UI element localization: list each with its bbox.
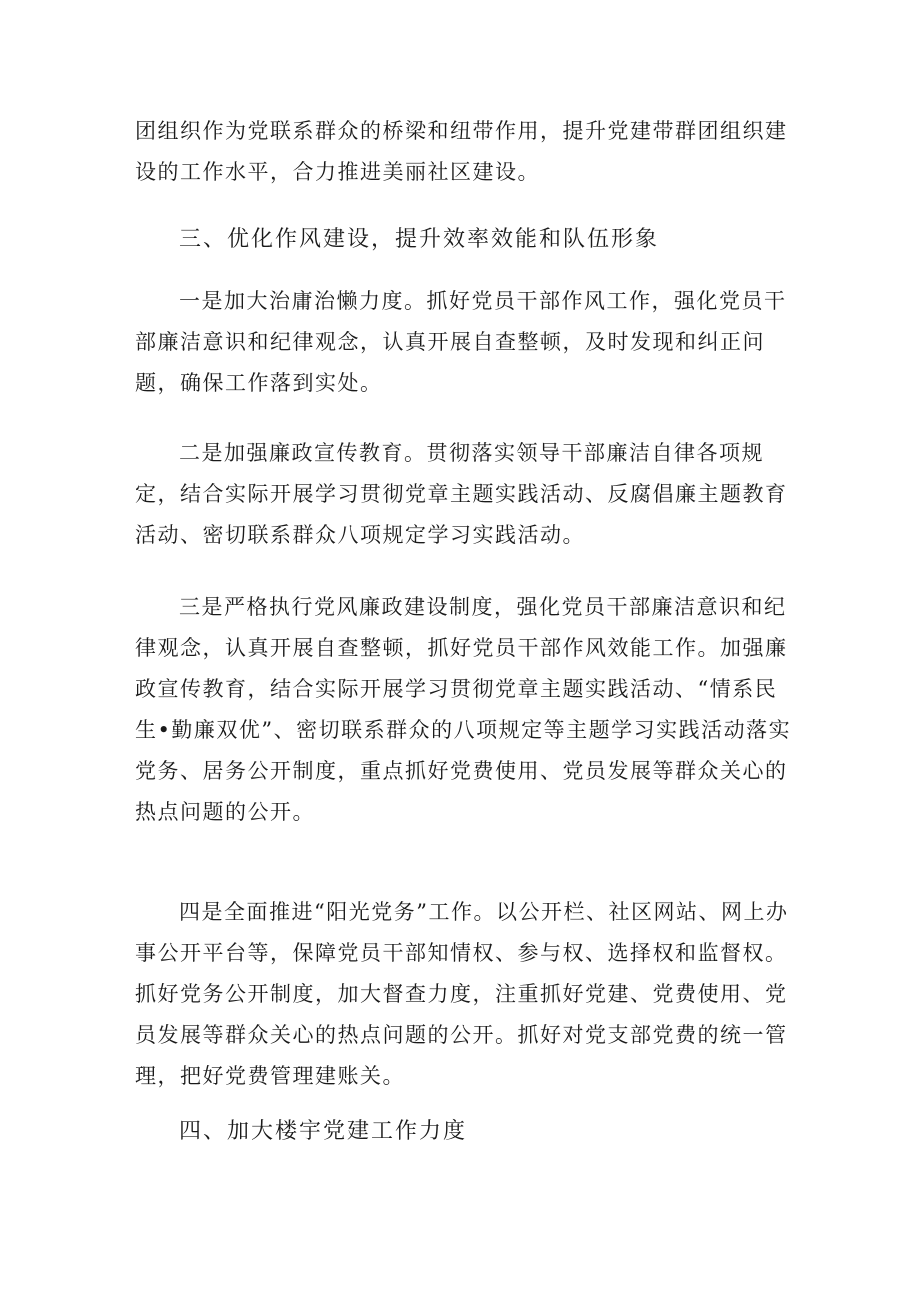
section-heading-4: 四、加大楼宇党建工作力度 [179, 1119, 468, 1144]
paragraph-item-3: 三是严格执行党风廉政建设制度，强化党员干部廉洁意识和纪律观念，认真开展自查整顿，抓好党员干部作风效能工作。加强廉政宣传教育，结合实际开展学习贯彻党章主题实践活动、“情系民生•勤廉双优”、密切联系群众的八项规定等主题学习实践活动落实党务、居务公开制度，重点抓好党费使用、党员发展等群众关心的热点问题的公开。 [135, 595, 792, 824]
paragraph-item-1: 一是加大治庸治懒力度。抓好党员干部作风工作，强化党员干部廉洁意识和纪律观念，认真开展自查整顿，及时发现和纠正问题，确保工作落到实处。 [135, 289, 787, 395]
paragraph-item-4: 四是全面推进“阳光党务”工作。以公开栏、社区网站、网上办事公开平台等，保障党员干部知情权、参与权、选择权和监督权。抓好党务公开制度，加大督查力度，注重抓好党建、党费使用、党员发展等群众关心的热点问题的公开。抓好对党支部党费的统一管理，把好党费管理建账关。 [135, 900, 789, 1088]
section-heading-3: 三、优化作风建设，提升效率效能和队伍形象 [179, 227, 660, 252]
paragraph-item-2: 二是加强廉政宣传教育。贯彻落实领导干部廉洁自律各项规定，结合实际开展学习贯彻党章主题实践活动、反腐倡廉主题教育活动、密切联系群众八项规定学习实践活动。 [135, 441, 788, 547]
paragraph-intro-continuation: 团组织作为党联系群众的桥梁和纽带作用，提升党建带群团组织建设的工作水平，合力推进美丽社区建设。 [135, 119, 788, 184]
